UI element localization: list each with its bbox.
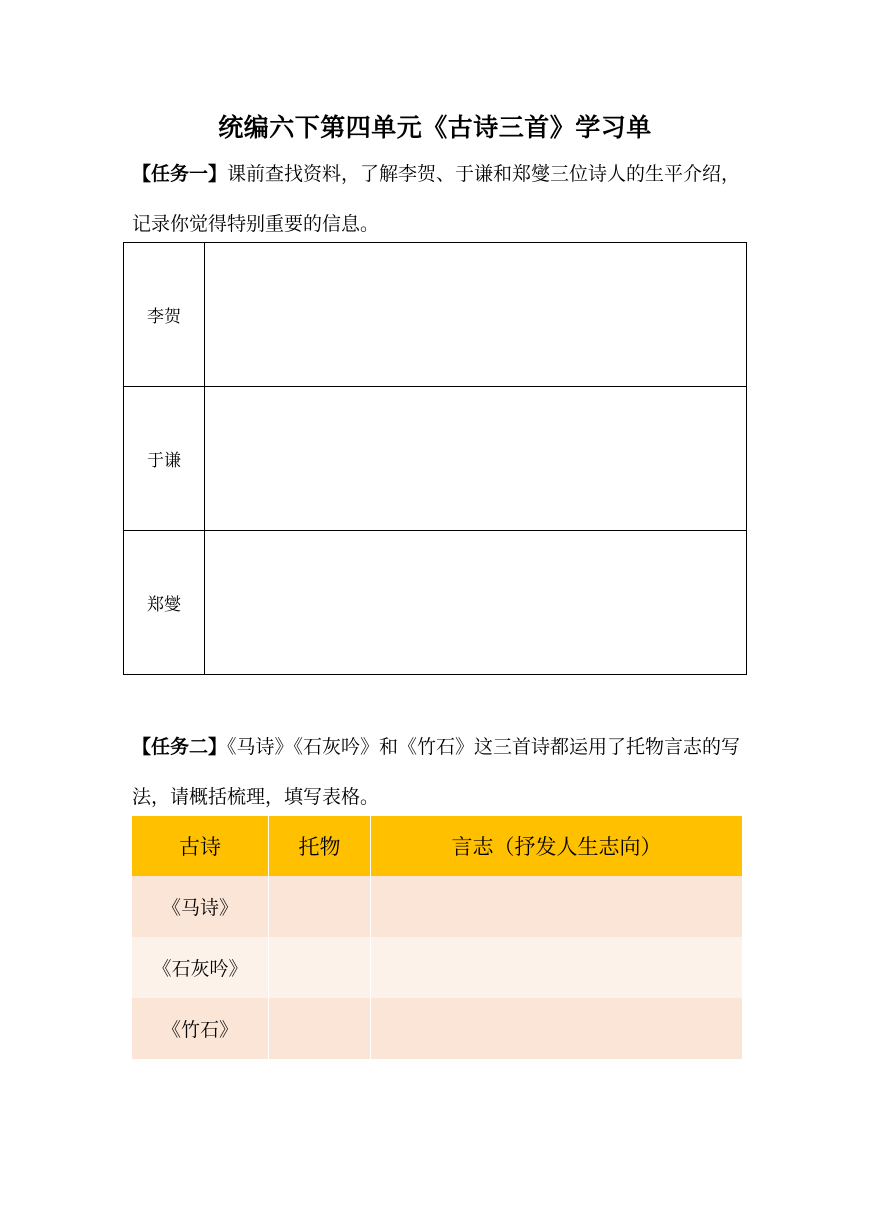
table-row	[124, 531, 747, 675]
column-header-aspiration: 言志（抒发人生志向）	[371, 816, 743, 876]
table-row	[132, 876, 742, 937]
task1-tag: 【任务一】	[132, 163, 228, 185]
task2-tag: 【任务二】	[132, 736, 228, 758]
task1-instruction	[132, 149, 747, 249]
column-header-object: 托物	[269, 816, 371, 876]
table-row	[132, 937, 742, 998]
column-header-poem: 古诗	[132, 816, 269, 876]
table-header-row	[132, 816, 742, 876]
poem-analysis-table	[132, 816, 742, 1059]
task2-instruction	[132, 722, 747, 822]
poet-name: 李贺	[124, 243, 205, 387]
poet-info-cell[interactable]	[205, 531, 747, 675]
object-cell[interactable]	[269, 876, 371, 937]
poem-title: 《石灰吟》	[132, 937, 269, 998]
task1-text: 课前查找资料，了解李贺、于谦和郑燮三位诗人的生平介绍，记录你觉得特别重要的信息。	[132, 163, 741, 235]
page-title: 统编六下第四单元《古诗三首》学习单	[218, 113, 652, 142]
aspiration-cell[interactable]	[371, 998, 743, 1059]
task2-text: 《马诗》《石灰吟》和《竹石》这三首诗都运用了托物言志的写法，请概括梳理，填写表格。	[132, 736, 741, 808]
object-cell[interactable]	[269, 937, 371, 998]
table-row	[124, 243, 747, 387]
poet-info-cell[interactable]	[205, 387, 747, 531]
poet-name: 郑燮	[124, 531, 205, 675]
aspiration-cell[interactable]	[371, 937, 743, 998]
poet-name: 于谦	[124, 387, 205, 531]
table-row	[124, 387, 747, 531]
poet-info-table	[123, 242, 747, 675]
poet-info-cell[interactable]	[205, 243, 747, 387]
object-cell[interactable]	[269, 998, 371, 1059]
poem-title: 《马诗》	[132, 876, 269, 937]
table-row	[132, 998, 742, 1059]
aspiration-cell[interactable]	[371, 876, 743, 937]
poem-title: 《竹石》	[132, 998, 269, 1059]
